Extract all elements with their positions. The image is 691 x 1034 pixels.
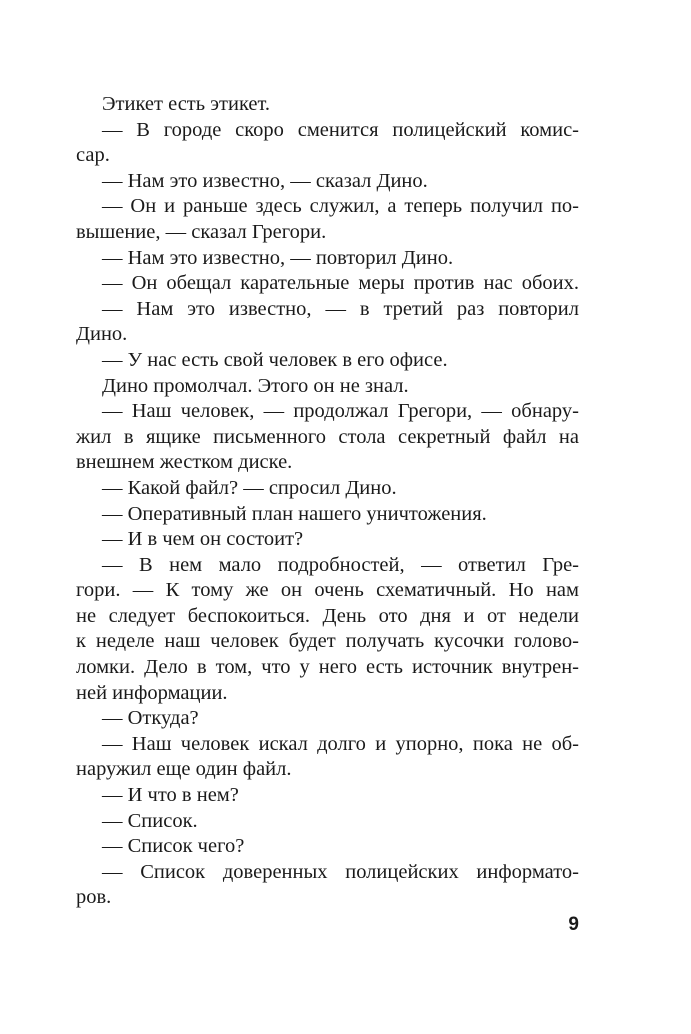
text-line: ломки. Дело в том, что у него есть источник внутрен-	[76, 656, 579, 679]
text-line: Дино.	[76, 323, 128, 346]
text-line: к неделе наш человек будет получать кусочки голово-	[76, 630, 579, 653]
text-line: Дино промолчал. Этого он не знал.	[102, 374, 409, 397]
text-line: — Наш человек, — продолжал Грегори, — обнару-	[102, 400, 579, 423]
text-line: — Какой файл? — спросил Дино.	[102, 476, 397, 499]
page-number: 9	[568, 914, 579, 935]
text-line: — В городе скоро сменится полицейский комис-	[102, 118, 579, 141]
text-line: — Оперативный план нашего уничтожения.	[102, 502, 487, 525]
text-line: — Он и раньше здесь служил, а теперь получил по-	[102, 195, 579, 218]
text-line: — Откуда?	[102, 707, 199, 730]
text-line: жил в ящике письменного стола секретный файл на	[76, 425, 579, 448]
text-line: не следует беспокоиться. День ото дня и от недели	[76, 604, 579, 627]
text-line: вышение, — сказал Грегори.	[76, 220, 327, 243]
text-line: наружил еще один файл.	[76, 758, 292, 781]
text-line: — Он обещал карательные меры против нас обоих.	[102, 272, 579, 295]
text-line: ров.	[76, 886, 112, 909]
text-line: — Нам это известно, — повторил Дино.	[102, 246, 454, 269]
text-line: — В нем мало подробностей, — ответил Гре-	[102, 553, 579, 576]
text-line: — Нам это известно, — в третий раз повторил	[102, 297, 579, 320]
text-line: — И что в нем?	[102, 784, 239, 807]
text-line: — Нам это известно, — сказал Дино.	[102, 169, 428, 192]
text-line: сар.	[76, 144, 110, 167]
text-line: — Наш человек искал долго и упорно, пока не об-	[102, 732, 579, 755]
text-line: гори. — К тому же он очень схематичный. Но нам	[76, 579, 579, 602]
text-line: — Список чего?	[102, 835, 245, 858]
text-line: Этикет есть этикет.	[102, 93, 271, 115]
text-line: внешнем жестком диске.	[76, 451, 293, 474]
body-text	[76, 92, 579, 911]
text-line: — Список.	[102, 809, 198, 832]
text-line: — У нас есть свой человек в его офисе.	[102, 348, 448, 371]
text-line: — И в чем он состоит?	[102, 528, 304, 551]
text-line: — Список доверенных полицейских информато-	[102, 860, 579, 883]
text-line: ней информации.	[76, 681, 228, 704]
